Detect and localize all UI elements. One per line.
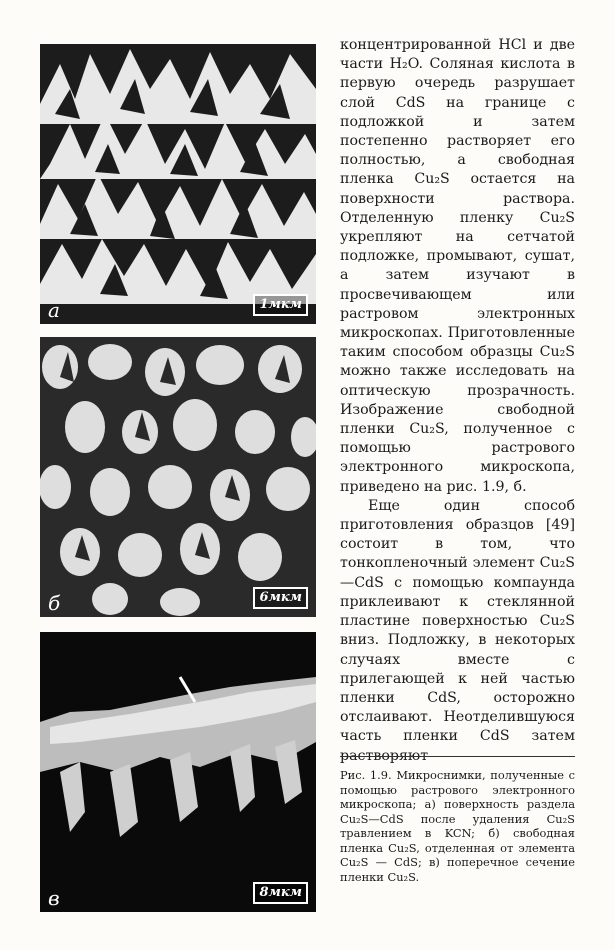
panel-letter-c: в	[48, 886, 60, 910]
figure-caption: Рис. 1.9. Микроснимки, полученные с помощью растрового электронного микроскопа; а) поверхность раздела Cu₂S—CdS после удаления Cu₂S травлением в KCN; б) свободная пленка Cu₂S, отделенная от элемента Cu₂S — CdS; в) поперечное сечение пленки Cu₂S.	[340, 768, 575, 884]
body-paragraph-1: концентрированной HCl и две части H₂O. Соляная кислота в первую очередь разрушает слой CdS на границе с подложкой и затем постепенно растворяет его полностью, а свободная пленка Cu₂S остается на поверхности раствора. Отделенную пленку Cu₂S укрепляют на сетчатой подложке, промывают, сушат, а затем изучают в просвечивающем или растровом электронных микроскопах. Приготовленные таким способом образцы Cu₂S можно также исследовать на оптическую прозрачность. Изображение свободной пленки Cu₂S, полученное с помощью растрового электронного микроскопа, приведено на рис. 1.9, б.	[340, 37, 575, 495]
scale-bar-c: 8мкм	[253, 882, 308, 904]
micrograph-a-image	[40, 44, 316, 324]
micrograph-b-image	[40, 337, 316, 617]
micrograph-b	[40, 337, 316, 617]
scale-bar-b: 6мкм	[253, 587, 308, 609]
caption-divider	[340, 756, 575, 757]
micrograph-a	[40, 44, 316, 324]
micrograph-c-image	[40, 632, 316, 912]
micrograph-c	[40, 632, 316, 912]
scale-bar-a: 1мкм	[253, 294, 308, 316]
panel-letter-a: а	[48, 298, 60, 322]
body-paragraph-2: Еще один способ приготовления образцов [49] состоит в том, что тонкопленочный элемент Cu₂S—CdS с помощью компаунда приклеивают к стеклянной пластине поверхностью Cu₂S вниз. Подложку, в некоторых случаях вместе с прилегающей к ней частью пленки CdS, осторожно отслаивают. Неотделившуюся часть пленки CdS затем растворяют	[340, 497, 575, 764]
panel-letter-b: б	[48, 591, 61, 615]
body-text-column	[340, 36, 575, 766]
